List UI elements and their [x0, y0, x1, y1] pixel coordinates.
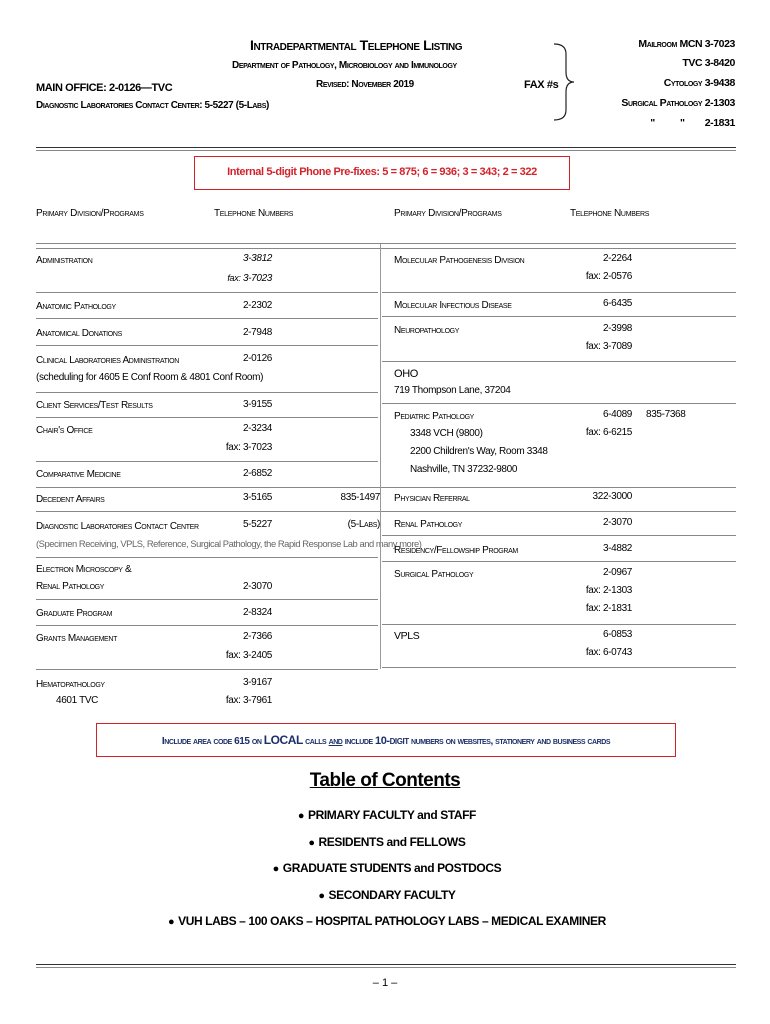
surgical-phone: 2-0967: [602, 567, 632, 578]
entry-administration: Administration: [36, 255, 93, 266]
bullet-icon: ●: [297, 810, 305, 822]
administration-fax: fax: 3-7023: [227, 273, 272, 284]
toc-title: Table of Contents: [309, 770, 461, 791]
right-phone-header: Telephone Numbers: [570, 208, 650, 219]
oho-address: 719 Thompson Lane, 37204: [394, 385, 511, 396]
vpls-fax: fax: 6-0743: [585, 647, 632, 658]
entry-surgical-pathology: Surgical Pathology: [394, 569, 474, 580]
table-top-rule: [36, 243, 736, 244]
entry-pediatric-pathology: Pediatric Pathology: [394, 411, 474, 422]
bullet-icon: ●: [308, 837, 315, 849]
graduate-phone: 2-8324: [242, 607, 272, 618]
decedent-alt-phone: 835-1497: [340, 492, 380, 503]
entry-anatomic-pathology: Anatomic Pathology: [36, 301, 116, 312]
row-rule: [382, 667, 736, 668]
page-number: – 1 –: [372, 977, 398, 989]
chair-fax: fax: 3-7023: [225, 442, 272, 453]
molpath-phone: 2-2264: [602, 253, 632, 264]
entry-vpls: VPLS: [394, 630, 420, 642]
entry-molecular-infectious: Molecular Infectious Disease: [394, 300, 512, 311]
row-rule: [36, 417, 378, 418]
fax-surgical-1: Surgical Pathology 2-1303: [621, 97, 735, 109]
pediatric-fax: fax: 6-6215: [585, 427, 632, 438]
row-rule: [36, 557, 378, 558]
department-name: Department of Pathology, Microbiology and Immunology: [232, 60, 457, 71]
entry-client-services: Client Services/Test Results: [36, 400, 153, 411]
hemato-phone: 3-9167: [242, 677, 272, 688]
chair-phone: 2-3234: [242, 423, 272, 434]
row-rule: [382, 403, 736, 404]
hemato-fax: fax: 3-7961: [225, 695, 272, 706]
row-rule: [382, 624, 736, 625]
fax-tvc: TVC 3-8420: [682, 57, 735, 69]
fax-label: FAX #s: [524, 79, 559, 91]
fax-mailroom: Mailroom MCN 3-7023: [638, 38, 735, 50]
row-rule: [382, 316, 736, 317]
contact-center: Diagnostic Laboratories Contact Center: 5-5227 (5-Labs): [36, 100, 269, 111]
entry-renal-pathology: Renal Pathology: [394, 519, 463, 530]
toc-item-vuh-labs[interactable]: ● VUH LABS – 100 OAKS – HOSPITAL PATHOLOGY LABS – MEDICAL EXAMINER: [0, 914, 770, 928]
entry-neuropathology: Neuropathology: [394, 325, 460, 336]
row-rule: [36, 511, 736, 512]
toc-item-graduate-students[interactable]: ● GRADUATE STUDENTS and POSTDOCS: [0, 861, 770, 875]
molpath-fax: fax: 2-0576: [585, 271, 632, 282]
footer-divider-thin: [36, 967, 736, 968]
client-phone: 3-9155: [242, 399, 272, 410]
row-rule: [36, 487, 736, 488]
decedent-phone: 3-5165: [242, 492, 272, 503]
grants-phone: 2-7366: [242, 631, 272, 642]
pediatric-alt-phone: 835-7368: [646, 409, 686, 420]
row-rule: [36, 292, 378, 293]
entry-clinical-lab-admin: Clinical Laboratories Administration: [36, 355, 179, 366]
surgical-fax-2: fax: 2-1831: [585, 603, 632, 614]
entry-comparative-medicine: Comparative Medicine: [36, 469, 121, 480]
vpls-phone: 6-0853: [602, 629, 632, 640]
right-division-header: Primary Division/Programs: [394, 208, 502, 219]
entry-molecular-pathogenesis: Molecular Pathogenesis Division: [394, 255, 525, 266]
neuro-fax: fax: 3-7089: [585, 341, 632, 352]
area-code-notice: Include area code 615 on LOCAL calls and include 10-digit numbers on websites, stationery and business cards: [161, 733, 611, 747]
comparative-phone: 2-6852: [242, 468, 272, 479]
pediatric-addr-1: 3348 VCH (9800): [410, 428, 483, 439]
curly-brace-icon: [552, 42, 576, 122]
entry-residency-fellowship: Residency/Fellowship Program: [394, 545, 518, 556]
bullet-icon: ●: [272, 863, 279, 875]
surgical-fax-1: fax: 2-1303: [585, 585, 632, 596]
administration-phone: 3-3812: [242, 253, 272, 264]
entry-oho: OHO: [394, 368, 419, 380]
row-rule: [36, 669, 378, 670]
diag-note: (Specimen Receiving, VPLS, Reference, Surgical Pathology, the Rapid Response Lab and many more): [36, 538, 422, 549]
clinical-phone: 2-0126: [242, 353, 272, 364]
pediatric-addr-2: 2200 Children's Way, Room 3348: [410, 446, 548, 457]
toc-item-residents[interactable]: ● RESIDENTS and FELLOWS: [0, 835, 770, 849]
column-divider: [380, 244, 381, 669]
entry-renal-pathology-left: Renal Pathology: [36, 581, 105, 592]
residency-phone: 3-4882: [602, 543, 632, 554]
row-rule: [36, 392, 378, 393]
entry-grants-management: Grants Management: [36, 633, 117, 644]
physician-phone: 322-3000: [592, 491, 632, 502]
row-rule: [36, 461, 378, 462]
row-rule: [36, 625, 378, 626]
header-divider: [36, 147, 736, 148]
footer-divider: [36, 964, 736, 965]
anatomic-phone: 2-2302: [242, 300, 272, 311]
entry-decedent-affairs: Decedent Affairs: [36, 494, 105, 505]
row-rule: [382, 561, 736, 562]
row-rule: [36, 318, 378, 319]
row-rule: [382, 361, 736, 362]
toc-item-secondary-faculty[interactable]: ● SECONDARY FACULTY: [0, 888, 770, 902]
fax-cytology: Cytology 3-9438: [663, 77, 735, 89]
left-phone-header: Telephone Numbers: [214, 208, 294, 219]
bullet-icon: ●: [167, 916, 175, 928]
document-title: Intradepartmental Telephone Listing: [250, 37, 463, 53]
pediatric-phone: 6-4089: [602, 409, 632, 420]
table-top-rule-2: [36, 248, 736, 249]
pediatric-addr-3: Nashville, TN 37232-9800: [410, 464, 518, 475]
neuro-phone: 2-3998: [602, 323, 632, 334]
bullet-icon: ●: [318, 890, 325, 902]
fax-surgical-2: " " 2-1831: [650, 117, 735, 129]
row-rule: [382, 292, 736, 293]
left-division-header: Primary Division/Programs: [36, 208, 144, 219]
diag-phone: 5-5227: [242, 519, 272, 530]
diag-alt: (5-Labs): [347, 519, 380, 530]
row-rule: [382, 535, 736, 536]
donations-phone: 2-7948: [242, 327, 272, 338]
entry-diagnostic-contact: Diagnostic Laboratories Contact Center: [36, 521, 199, 532]
entry-hematopathology: Hematopathology: [36, 679, 105, 690]
hemato-location: 4601 TVC: [56, 695, 99, 706]
main-office: MAIN OFFICE: 2-0126—TVC: [36, 82, 173, 94]
revised-date: Revised: November 2019: [316, 79, 414, 90]
renal-phone: 2-3070: [602, 517, 632, 528]
molinf-phone: 6-6435: [602, 298, 632, 309]
entry-electron-microscopy: Electron Microscopy &: [36, 564, 132, 575]
toc-item-primary-faculty[interactable]: ● PRIMARY FACULTY and STAFF: [0, 808, 770, 822]
grants-fax: fax: 3-2405: [225, 650, 272, 661]
entry-graduate-program: Graduate Program: [36, 608, 113, 619]
prefix-notice: Internal 5-digit Phone Pre-fixes: 5 = 875; 6 = 936; 3 = 343; 2 = 322: [227, 166, 537, 178]
row-rule: [36, 345, 378, 346]
entry-anatomical-donations: Anatomical Donations: [36, 328, 122, 339]
row-rule: [36, 599, 378, 600]
clinical-note: (scheduling for 4605 E Conf Room & 4801 Conf Room): [36, 372, 264, 383]
header-divider-thin: [36, 150, 736, 151]
entry-chairs-office: Chair's Office: [36, 425, 93, 436]
entry-physician-referral: Physician Referral: [394, 493, 470, 504]
electron-phone: 2-3070: [242, 581, 272, 592]
